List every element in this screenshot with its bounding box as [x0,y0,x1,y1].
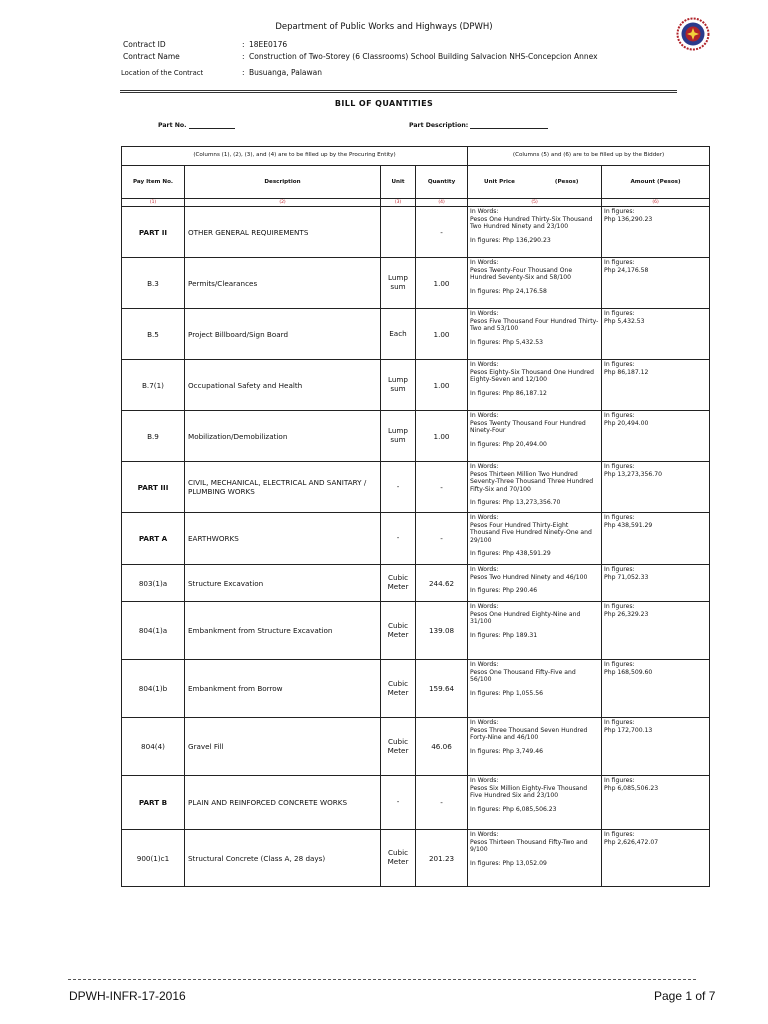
in-words-label: In Words: [470,514,499,521]
pay-item-cell: 900(1)c1 [122,830,185,887]
description-cell: Mobilization/Demobilization [185,411,381,462]
amount-cell [602,776,710,830]
quantity-cell: 1.00 [416,258,468,309]
amount-cell [602,513,710,565]
column-number-row [122,199,710,207]
in-words-label: In Words: [470,661,499,668]
price-in-figures: In figures: Php 20,494.00 [470,440,547,448]
price-in-figures: In figures: Php 5,432.53 [470,338,543,346]
contract-id-label: Contract ID [123,40,166,49]
colon: : [242,68,245,77]
amount-value: Php 2,626,472.07 [604,838,659,846]
unit-cell: Each [381,309,416,360]
description-cell: Embankment from Borrow [185,660,381,718]
quantity-cell: 1.00 [416,309,468,360]
pay-item-cell: 804(4) [122,718,185,776]
col-number: (5) [468,199,602,207]
unit-price-cell [468,462,602,513]
price-in-figures: In figures: Php 6,085,506.23 [470,805,557,813]
colon: : [242,52,245,61]
boq-title: BILL OF QUANTITIES [334,99,434,108]
pay-item-cell: B.9 [122,411,185,462]
col-number: (3) [381,199,416,207]
colon: : [242,40,245,49]
unit-cell: Lump sum [381,360,416,411]
amount-cell [602,360,710,411]
col-header-unit-price [468,166,602,199]
unit-cell: Cubic Meter [381,602,416,660]
in-words-label: In Words: [470,361,499,368]
price-in-figures: In figures: Php 24,176.58 [470,287,547,295]
price-in-words: Pesos Thirteen Million Two Hundred Seventy-Three Thousand Three Hundred Fifty-Six and 70/100 [470,470,594,493]
table-row [122,660,710,718]
price-in-figures: In figures: Php 438,591.29 [470,550,551,558]
unit-price-cell [468,565,602,602]
description-cell: OTHER GENERAL REQUIREMENTS [185,207,381,258]
price-in-words: Pesos Six Million Eighty-Five Thousand Five Hundred Six and 23/100 [470,784,588,800]
unit-price-cell [468,258,602,309]
table-row [122,513,710,565]
price-in-words: Pesos Thirteen Thousand Fifty-Two and 9/100 [470,838,588,854]
description-cell: Permits/Clearances [185,258,381,309]
quantity-cell: 159.64 [416,660,468,718]
unit-cell [381,207,416,258]
quantity-cell: - [416,776,468,830]
amount-value: Php 71,052.33 [604,573,649,581]
part-desc-blank [470,121,548,129]
header-rule [120,90,677,93]
pay-item-cell: 803(1)a [122,565,185,602]
amount-figures-label: In figures: [604,514,635,521]
quantity-cell: 201.23 [416,830,468,887]
col-header-amount: Amount (Pesos) [602,166,710,199]
table-row [122,309,710,360]
location-value: Busuanga, Palawan [249,68,322,77]
unit-cell: Lump sum [381,258,416,309]
form-code: DPWH-INFR-17-2016 [69,989,186,1003]
pay-item-cell: B.7(1) [122,360,185,411]
amount-figures-label: In figures: [604,412,635,419]
amount-value: Php 136,290.23 [604,215,653,223]
pay-item-cell: 804(1)a [122,602,185,660]
unit-price-cell [468,660,602,718]
amount-cell [602,830,710,887]
column-header-row [122,166,710,199]
amount-value: Php 6,085,506.23 [604,784,659,792]
part-desc-label: Part Description: [409,122,469,129]
description-cell: Structural Concrete (Class A, 28 days) [185,830,381,887]
pay-item-cell: PART A [122,513,185,565]
unit-price-cell [468,602,602,660]
amount-figures-label: In figures: [604,719,635,726]
unit-price-cell [468,309,602,360]
in-words-label: In Words: [470,463,499,470]
col-header-item: Pay Item No. [122,166,185,199]
amount-figures-label: In figures: [604,831,635,838]
quantity-cell: 139.08 [416,602,468,660]
table-row [122,830,710,887]
part-no-label: Part No. [158,122,187,129]
amount-figures-label: In figures: [604,463,635,470]
amount-value: Php 13,273,356.70 [604,470,662,478]
col-number: (6) [602,199,710,207]
dpwh-seal-icon [676,17,710,51]
table-row [122,207,710,258]
pay-item-cell: PART II [122,207,185,258]
price-in-figures: In figures: Php 290.46 [470,587,538,595]
col-number: (2) [185,199,381,207]
col-header-description: Description [185,166,381,199]
contract-name-label: Contract Name [123,52,180,61]
amount-cell [602,258,710,309]
unit-price-cell [468,360,602,411]
amount-value: Php 5,432.53 [604,317,645,325]
table-row [122,360,710,411]
amount-figures-label: In figures: [604,361,635,368]
price-in-figures: In figures: Php 136,290.23 [470,236,551,244]
quantity-cell: 46.06 [416,718,468,776]
price-in-figures: In figures: Php 13,273,356.70 [470,499,561,507]
price-in-words: Pesos Twenty Thousand Four Hundred Ninety-Four [470,419,586,435]
contract-name-value: Construction of Two-Storey (6 Classrooms) School Building Salvacion NHS-Concepcion Annex [249,52,598,61]
amount-value: Php 24,176.58 [604,266,649,274]
department-title: Department of Public Works and Highways (DPWH) [275,22,493,32]
description-cell: Gravel Fill [185,718,381,776]
unit-cell: Cubic Meter [381,830,416,887]
unit-price-currency: (Pesos) [554,178,579,185]
price-in-words: Pesos Five Thousand Four Hundred Thirty-Two and 53/100 [470,317,599,333]
in-words-label: In Words: [470,566,499,573]
price-in-words: Pesos One Hundred Thirty-Six Thousand Two Hundred Ninety and 23/100 [470,215,593,231]
amount-figures-label: In figures: [604,603,635,610]
table-row [122,462,710,513]
col-number: (4) [416,199,468,207]
part-no-field [158,121,235,129]
unit-price-cell [468,718,602,776]
in-words-label: In Words: [470,831,499,838]
table-row [122,258,710,309]
unit-cell: Lump sum [381,411,416,462]
unit-price-cell [468,411,602,462]
amount-figures-label: In figures: [604,259,635,266]
quantity-cell: - [416,207,468,258]
amount-cell [602,207,710,258]
in-words-label: In Words: [470,777,499,784]
part-no-blank [189,121,235,129]
amount-cell [602,462,710,513]
in-words-label: In Words: [470,412,499,419]
footer-rule [68,979,696,980]
quantity-cell: - [416,513,468,565]
amount-cell [602,660,710,718]
boq-table [121,146,710,887]
header-note-row [122,147,710,166]
amount-value: Php 86,187.12 [604,368,649,376]
amount-figures-label: In figures: [604,777,635,784]
unit-cell: - [381,776,416,830]
description-cell: EARTHWORKS [185,513,381,565]
amount-cell [602,411,710,462]
col-header-quantity: Quantity [416,166,468,199]
note-bidder: (Columns (5) and (6) are to be filled up by the Bidder) [468,147,710,166]
amount-value: Php 172,700.13 [604,726,653,734]
price-in-words: Pesos Three Thousand Seven Hundred Forty-Nine and 46/100 [470,726,588,742]
price-in-words: Pesos One Hundred Eighty-Nine and 31/100 [470,610,581,626]
description-cell: Embankment from Structure Excavation [185,602,381,660]
price-in-figures: In figures: Php 189.31 [470,631,538,639]
price-in-words: Pesos Twenty-Four Thousand One Hundred Seventy-Six and 58/100 [470,266,573,282]
part-desc-field [409,121,548,129]
price-in-words: Pesos Eighty-Six Thousand One Hundred Eighty-Seven and 12/100 [470,368,594,384]
unit-price-cell [468,513,602,565]
amount-figures-label: In figures: [604,566,635,573]
unit-cell: Cubic Meter [381,660,416,718]
unit-price-label: Unit Price [484,178,515,185]
amount-figures-label: In figures: [604,661,635,668]
amount-cell [602,565,710,602]
unit-price-cell [468,207,602,258]
note-procuring-entity: (Columns (1), (2), (3), and (4) are to be filled up by the Procuring Entity) [122,147,468,166]
description-cell: Structure Excavation [185,565,381,602]
price-in-figures: In figures: Php 13,052.09 [470,859,547,867]
pay-item-cell: B.5 [122,309,185,360]
description-cell: Project Billboard/Sign Board [185,309,381,360]
pay-item-cell: 804(1)b [122,660,185,718]
table-row [122,718,710,776]
price-in-words: Pesos Two Hundred Ninety and 46/100 [470,573,588,581]
amount-cell [602,718,710,776]
price-in-figures: In figures: Php 1,055.56 [470,689,543,697]
in-words-label: In Words: [470,310,499,317]
amount-value: Php 438,591.29 [604,521,653,529]
in-words-label: In Words: [470,603,499,610]
amount-value: Php 26,329.23 [604,610,649,618]
table-row [122,565,710,602]
quantity-cell: 1.00 [416,360,468,411]
amount-value: Php 20,494.00 [604,419,649,427]
contract-id-value: 18EE0176 [249,40,288,49]
location-label: Location of the Contract [121,69,204,77]
amount-cell [602,309,710,360]
table-row [122,411,710,462]
col-header-unit: Unit [381,166,416,199]
in-words-label: In Words: [470,208,499,215]
table-row [122,776,710,830]
price-in-figures: In figures: Php 86,187.12 [470,389,547,397]
col-number: (1) [122,199,185,207]
unit-cell: Cubic Meter [381,565,416,602]
amount-value: Php 168,509.60 [604,668,653,676]
quantity-cell: 1.00 [416,411,468,462]
unit-price-cell [468,776,602,830]
in-words-label: In Words: [470,719,499,726]
price-in-words: Pesos Four Hundred Thirty-Eight Thousand Five Hundred Ninety-One and 29/100 [470,521,592,544]
quantity-cell: - [416,462,468,513]
quantity-cell: 244.62 [416,565,468,602]
description-cell: PLAIN AND REINFORCED CONCRETE WORKS [185,776,381,830]
description-cell: CIVIL, MECHANICAL, ELECTRICAL AND SANITARY / PLUMBING WORKS [185,462,381,513]
price-in-words: Pesos One Thousand Fifty-Five and 56/100 [470,668,576,684]
unit-price-cell [468,830,602,887]
amount-figures-label: In figures: [604,310,635,317]
pay-item-cell: PART B [122,776,185,830]
pay-item-cell: PART III [122,462,185,513]
pay-item-cell: B.3 [122,258,185,309]
unit-cell: Cubic Meter [381,718,416,776]
unit-cell: - [381,513,416,565]
description-cell: Occupational Safety and Health [185,360,381,411]
price-in-figures: In figures: Php 3,749.46 [470,747,543,755]
amount-figures-label: In figures: [604,208,635,215]
unit-cell: - [381,462,416,513]
table-row [122,602,710,660]
amount-cell [602,602,710,660]
page-number: Page 1 of 7 [654,989,716,1003]
in-words-label: In Words: [470,259,499,266]
